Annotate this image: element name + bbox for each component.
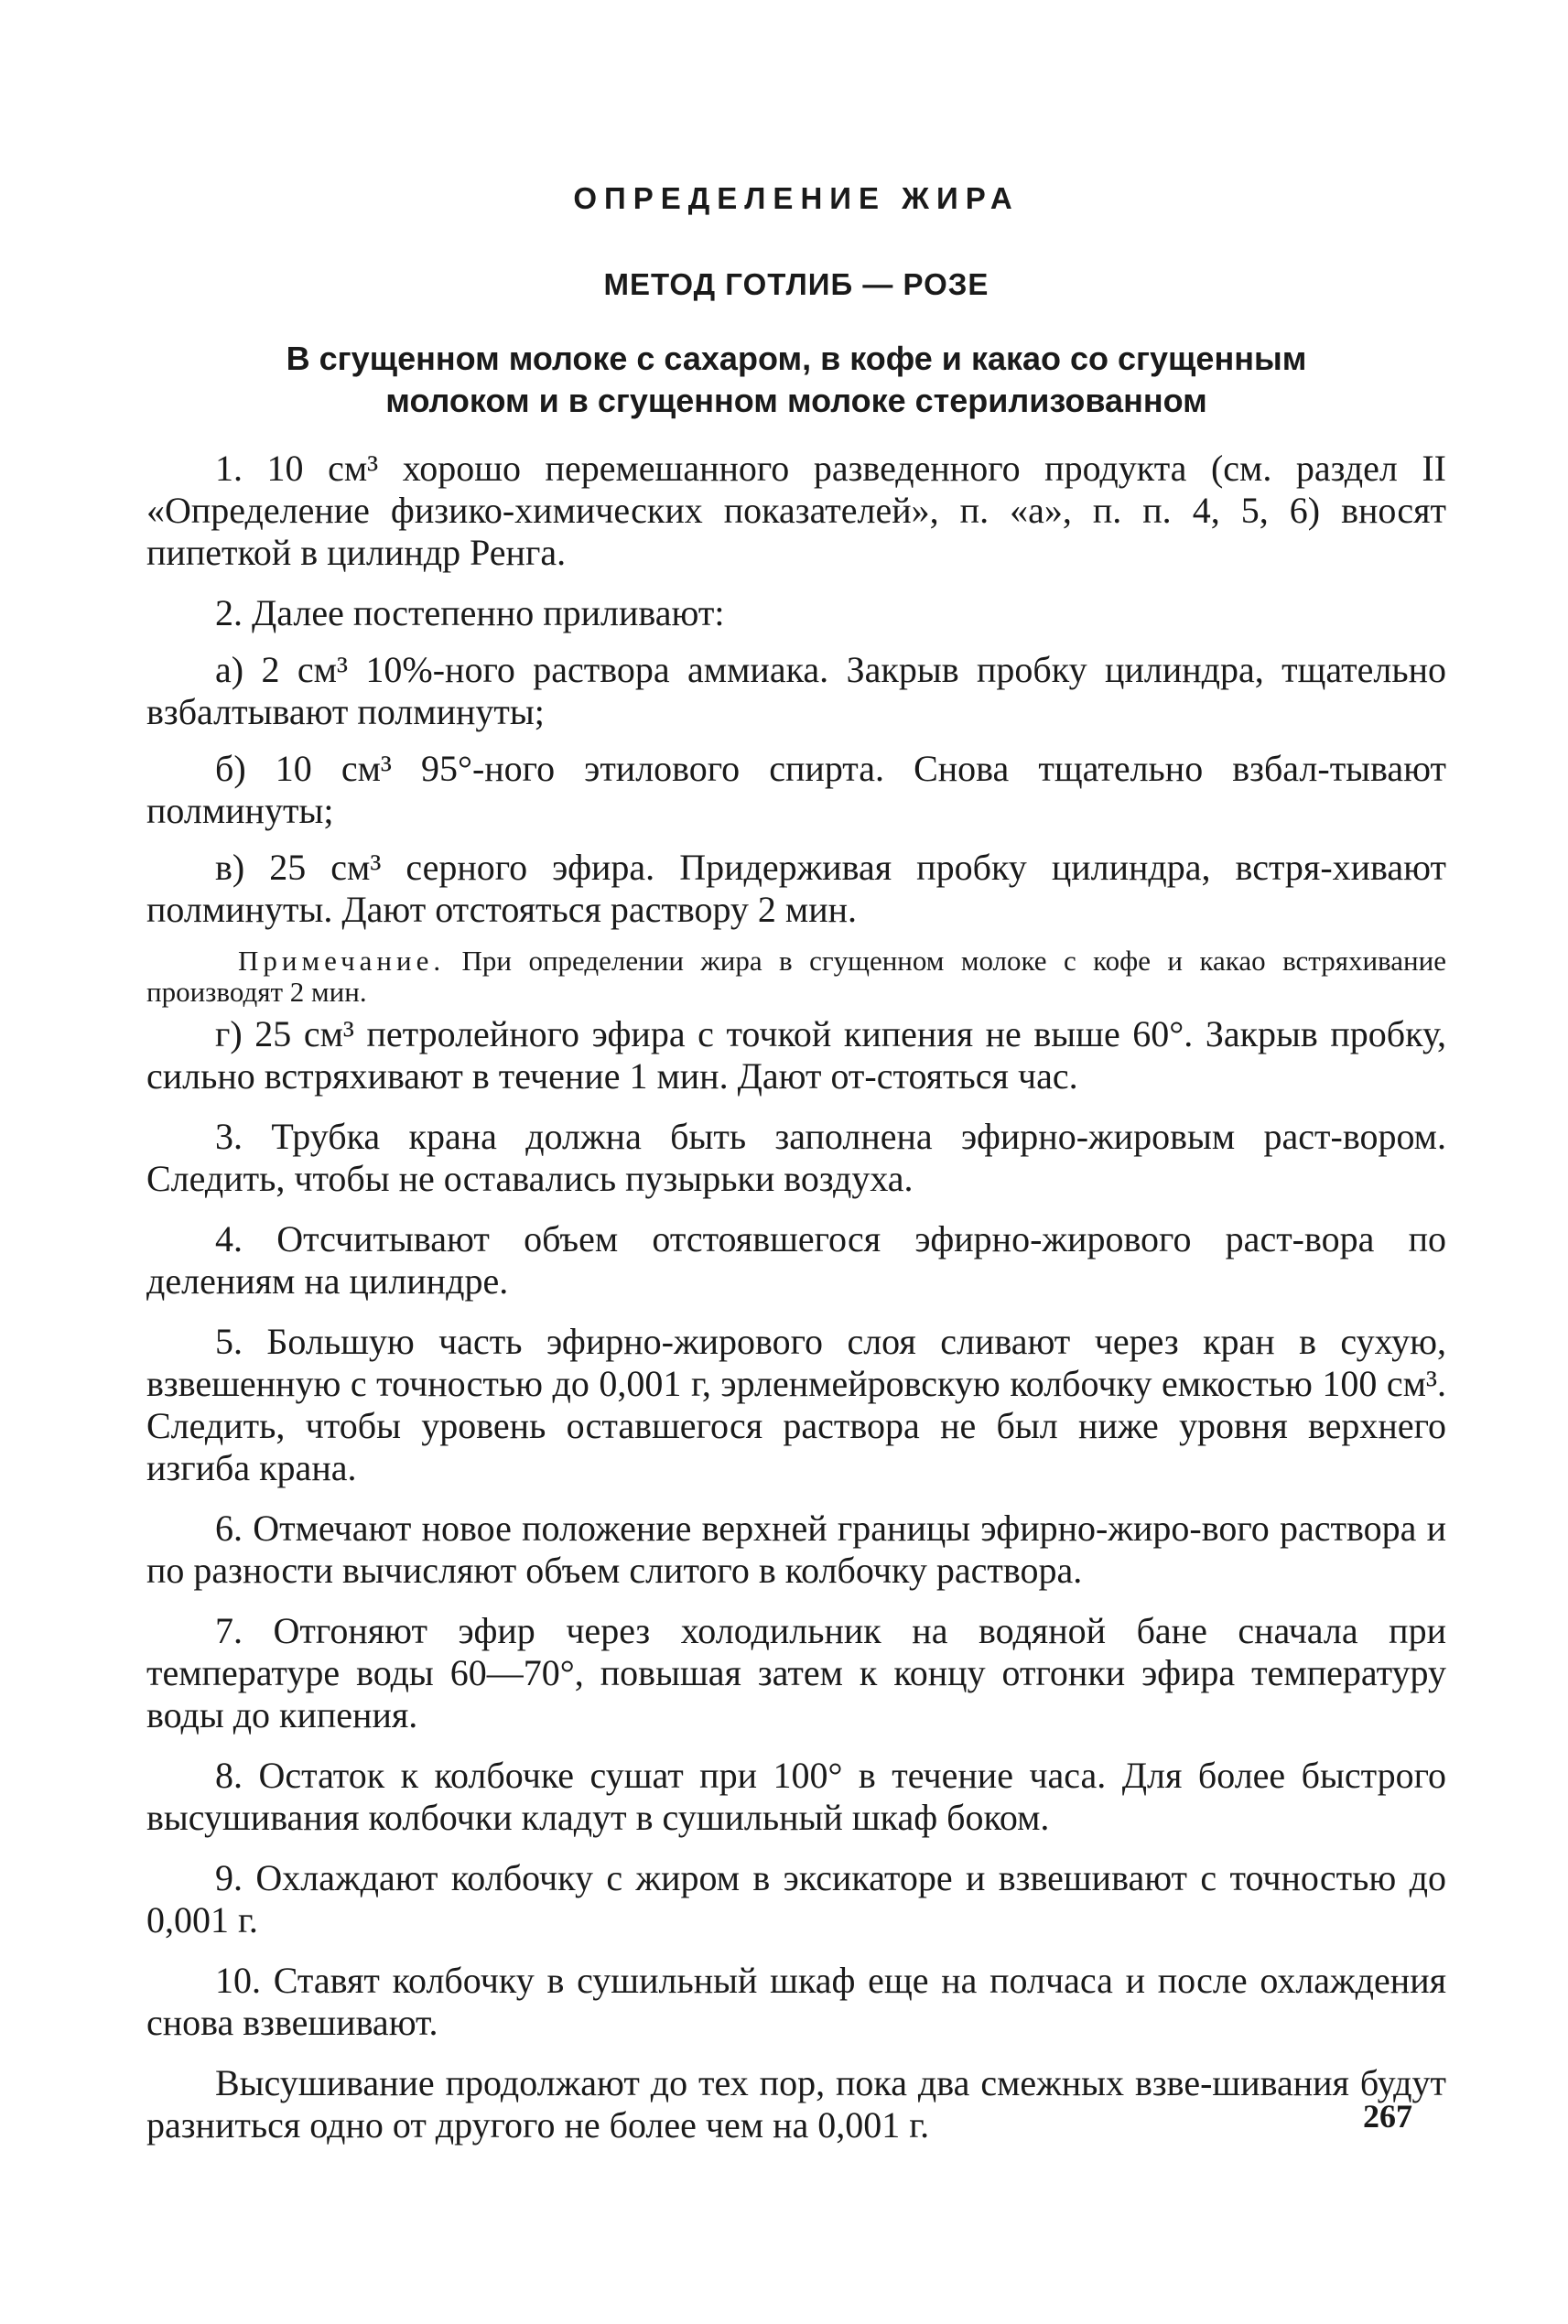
closing-paragraph: Высушивание продолжают до тех пор, пока два смежных взве-шивания будут разниться одно от другого не более чем на 0,001 г. — [146, 2062, 1446, 2146]
step-2b: б) 10 см³ 95°-ного этилового спирта. Снова тщательно взбал-тывают полминуты; — [146, 748, 1446, 831]
step-2c: в) 25 см³ серного эфира. Придерживая пробку цилиндра, встря-хивают полминуты. Дают отстояться раствору 2 мин. — [146, 847, 1446, 930]
section-title — [146, 338, 1446, 422]
step-4: 4. Отсчитывают объем отстоявшегося эфирно-жирового раст-вора по делениям на цилиндре. — [146, 1218, 1446, 1302]
step-9: 9. Охлаждают колбочку с жиром в эксикаторе и взвешивают с точностью до 0,001 г. — [146, 1857, 1446, 1940]
step-7: 7. Отгоняют эфир через холодильник на водяной бане сначала при температуре воды 60—70°, повышая затем к концу отгонки эфира температуру воды до кипения. — [146, 1610, 1446, 1735]
note-lead: Примечание. — [238, 945, 446, 977]
step-2d: г) 25 см³ петролейного эфира с точкой кипения не выше 60°. Закрыв пробку, сильно встряхивают в течение 1 мин. Дают от-стояться час. — [146, 1013, 1446, 1097]
section-title-line-1: В сгущенном молоке с сахаром, в кофе и какао со сгущенным — [286, 340, 1307, 377]
section-title-line-2: молоком и в сгущенном молоке стерилизованном — [385, 382, 1207, 419]
note-text: При определении жира в сгущенном молоке с кофе и какао встряхивание производят 2 мин. — [146, 945, 1446, 1008]
step-8: 8. Остаток к колбочке сушат при 100° в течение часа. Для более быстрого высушивания колбочки кладут в сушильный шкаф боком. — [146, 1755, 1446, 1838]
step-2a: а) 2 см³ 10%-ного раствора аммиака. Закрыв пробку цилиндра, тщательно взбалтывают полминуты; — [146, 649, 1446, 732]
text-column — [146, 178, 1446, 2165]
method-subheading: МЕТОД ГОТЛИБ — РОЗЕ — [603, 267, 989, 301]
step-1: 1. 10 см³ хорошо перемешанного разведенного продукта (см. раздел II «Определение физико-химических показателей», п. «а», п. п. 4, 5, 6) вносят пипеткой в цилиндр Ренга. — [146, 448, 1446, 573]
step-10: 10. Ставят колбочку в сушильный шкаф еще на полчаса и после охлаждения снова взвешивают. — [146, 1960, 1446, 2043]
step-6: 6. Отмечают новое положение верхней границы эфирно-жиро-вого раствора и по разности вычисляют объем слитого в колбочку раствора. — [146, 1508, 1446, 1591]
step-5: 5. Большую часть эфирно-жирового слоя сливают через кран в сухую, взвешенную с точностью до 0,001 г, эрленмейровскую колбочку емкостью 100 см³. Следить, чтобы уровень оставшегося раствора не был ниже уровня верхнего изгиба крана. — [146, 1321, 1446, 1488]
step-3: 3. Трубка крана должна быть заполнена эфирно-жировым раст-вором. Следить, чтобы не оставались пузырьки воздуха. — [146, 1116, 1446, 1199]
page-heading: ОПРЕДЕЛЕНИЕ ЖИРА — [573, 181, 1020, 215]
page-number: 267 — [1363, 2098, 1412, 2135]
note — [146, 946, 1446, 1008]
step-2: 2. Далее постепенно приливают: — [215, 592, 725, 633]
